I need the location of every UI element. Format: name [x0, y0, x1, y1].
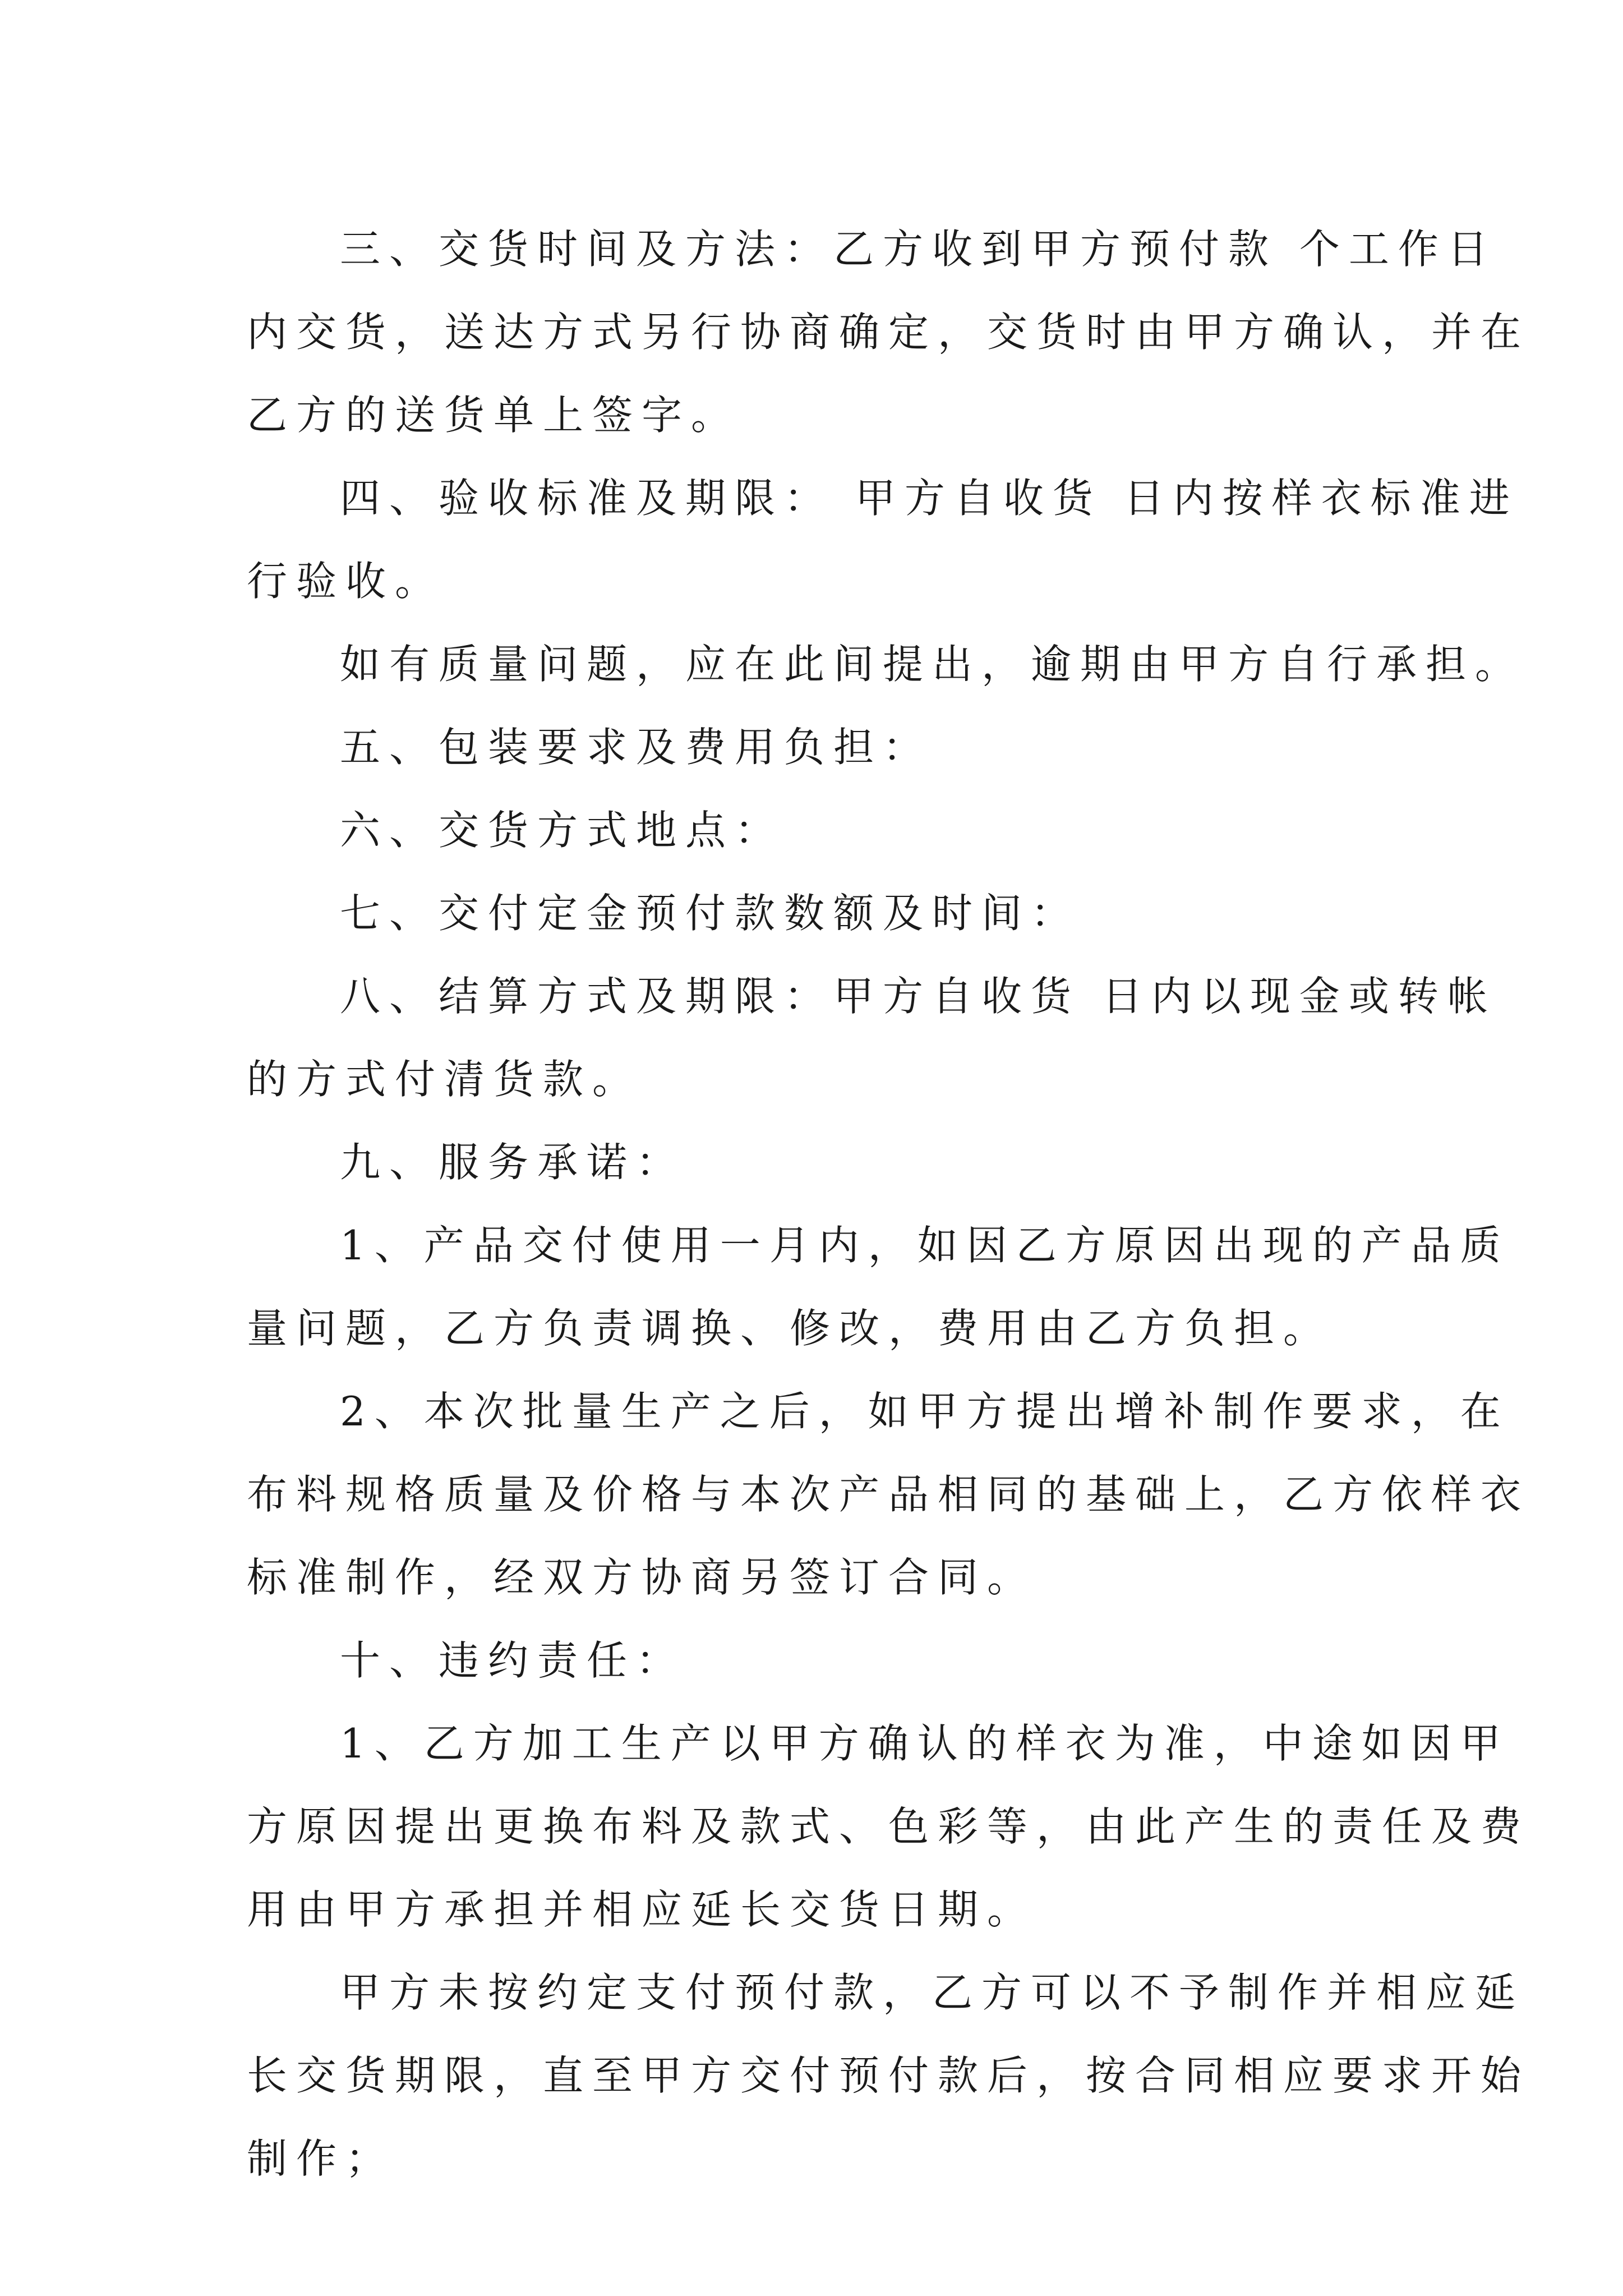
paragraph-line: 乙方的送货单上签字。 — [247, 392, 741, 439]
paragraph-line: 九、服务承诺： — [340, 1139, 686, 1186]
paragraph-line: 用由甲方承担并相应延长交货日期。 — [247, 1886, 1037, 1933]
paragraph-line: 2、本次批量生产之后，如甲方提出增补制作要求，在 — [340, 1388, 1510, 1435]
paragraph-line: 甲方未按约定支付预付款，乙方可以不予制作并相应延 — [340, 1969, 1525, 2016]
paragraph-line: 布料规格质量及价格与本次产品相同的基础上，乙方依样衣 — [247, 1471, 1530, 1518]
paragraph-line: 1、产品交付使用一月内，如因乙方原因出现的产品质 — [340, 1222, 1510, 1269]
paragraph-line: 制作； — [247, 2135, 395, 2182]
paragraph-line: 的方式付清货款。 — [247, 1056, 642, 1103]
paragraph-line: 如有质量问题，应在此间提出，逾期由甲方自行承担。 — [340, 641, 1525, 688]
paragraph-line: 1、乙方加工生产以甲方确认的样衣为准，中途如因甲 — [340, 1720, 1510, 1767]
paragraph-line: 五、包装要求及费用负担： — [340, 724, 933, 771]
paragraph-line: 六、交货方式地点： — [340, 807, 785, 854]
paragraph-line: 行验收。 — [247, 558, 445, 605]
paragraph-line: 内交货，送达方式另行协商确定，交货时由甲方确认，并在 — [247, 309, 1530, 356]
paragraph-line: 标准制作，经双方协商另签订合同。 — [247, 1554, 1037, 1601]
document-body — [247, 208, 1530, 2200]
paragraph-line: 四、验收标准及期限： 甲方自收货 日内按样衣标准进 — [340, 475, 1519, 522]
paragraph-line: 七、交付定金预付款数额及时间： — [340, 890, 1081, 937]
paragraph-line: 三、交货时间及方法：乙方收到甲方预付款 个工作日 — [340, 226, 1497, 273]
paragraph-line: 量问题，乙方负责调换、修改，费用由乙方负担。 — [247, 1305, 1333, 1352]
paragraph-line: 方原因提出更换布料及款式、色彩等，由此产生的责任及费 — [247, 1803, 1530, 1850]
paragraph-line: 十、违约责任： — [340, 1637, 686, 1684]
paragraph-line: 长交货期限，直至甲方交付预付款后，按合同相应要求开始 — [247, 2052, 1530, 2099]
paragraph-line: 八、结算方式及期限：甲方自收货 日内以现金或转帐 — [340, 973, 1497, 1020]
